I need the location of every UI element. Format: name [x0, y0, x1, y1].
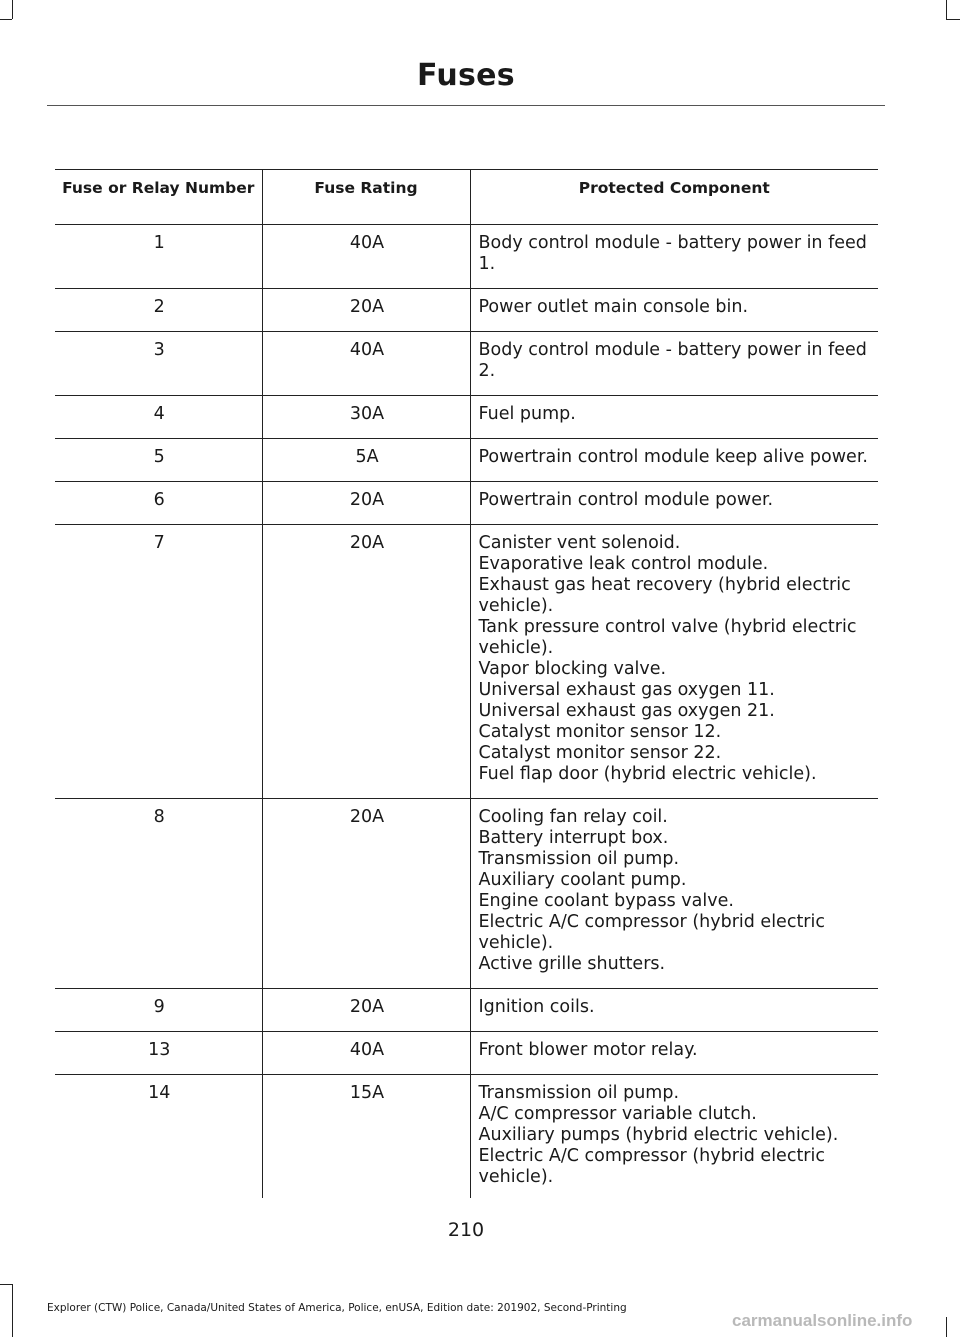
component-line: Cooling fan relay coil. — [478, 807, 668, 827]
fuse-rating-cell: 40A — [262, 1032, 470, 1075]
component-line: Power outlet main console bin. — [478, 297, 749, 317]
fuse-rating-cell: 20A — [262, 289, 470, 332]
fuse-number-cell: 14 — [55, 1075, 262, 1199]
component-line: A/C compressor variable clutch. — [478, 1104, 757, 1124]
component-line: Battery interrupt box. — [478, 828, 669, 848]
fuse-rating-cell: 40A — [262, 225, 470, 289]
component-line: Exhaust gas heat recovery (hybrid electric vehicle). — [478, 575, 851, 616]
component-line: Auxiliary pumps (hybrid electric vehicle). — [478, 1125, 839, 1145]
table-row — [55, 439, 878, 482]
table-header-row — [55, 170, 878, 225]
table-row — [55, 396, 878, 439]
fuse-table-body — [55, 225, 878, 1199]
fuse-rating-cell: 20A — [262, 799, 470, 989]
fuse-rating-cell: 30A — [262, 396, 470, 439]
table-row — [55, 1075, 878, 1199]
fuse-number-cell: 3 — [55, 332, 262, 396]
crop-mark-top-right-vertical — [946, 0, 947, 19]
component-line: Ignition coils. — [478, 997, 595, 1017]
title-divider — [47, 105, 885, 106]
component-line: Transmission oil pump. — [478, 1083, 680, 1103]
fuse-rating-cell: 20A — [262, 989, 470, 1032]
component-line: Evaporative leak control module. — [478, 554, 769, 574]
page-title: Fuses — [417, 58, 515, 93]
protected-component-cell — [470, 225, 878, 289]
crop-mark-top-right-horizontal — [946, 19, 960, 20]
component-line: Universal exhaust gas oxygen 11. — [478, 680, 775, 700]
table-row — [55, 525, 878, 799]
table-row — [55, 332, 878, 396]
component-line: Vapor blocking valve. — [478, 659, 667, 679]
fuse-number-cell: 8 — [55, 799, 262, 989]
fuse-rating-cell: 20A — [262, 525, 470, 799]
fuse-number-cell: 1 — [55, 225, 262, 289]
component-line: Body control module - battery power in feed 1. — [478, 233, 867, 274]
fuse-number-cell: 13 — [55, 1032, 262, 1075]
component-line: Front blower motor relay. — [478, 1040, 698, 1060]
table-row — [55, 799, 878, 989]
protected-component-cell — [470, 439, 878, 482]
component-line: Electric A/C compressor (hybrid electric vehicle). — [478, 912, 825, 953]
crop-mark-top-left-vertical — [12, 0, 13, 19]
component-line: Catalyst monitor sensor 12. — [478, 722, 722, 742]
protected-component-cell — [470, 1032, 878, 1075]
header-protected-component: Protected Component — [470, 170, 878, 225]
component-line: Universal exhaust gas oxygen 21. — [478, 701, 775, 721]
crop-mark-top-left-horizontal — [0, 19, 12, 20]
protected-component-cell — [470, 482, 878, 525]
table-row — [55, 225, 878, 289]
protected-component-cell — [470, 289, 878, 332]
protected-component-cell — [470, 525, 878, 799]
protected-component-cell — [470, 1075, 878, 1199]
watermark-logo: carmanualsonline.info — [732, 1311, 913, 1330]
component-line: Fuel pump. — [478, 404, 576, 424]
fuse-number-cell: 9 — [55, 989, 262, 1032]
protected-component-cell — [470, 989, 878, 1032]
component-line: Auxiliary coolant pump. — [478, 870, 687, 890]
fuse-rating-cell: 20A — [262, 482, 470, 525]
component-line: Body control module - battery power in feed 2. — [478, 340, 867, 381]
page-number: 210 — [447, 1219, 485, 1241]
protected-component-cell — [470, 332, 878, 396]
fuse-number-cell: 7 — [55, 525, 262, 799]
fuse-number-cell: 5 — [55, 439, 262, 482]
protected-component-cell — [470, 396, 878, 439]
fuse-table — [55, 169, 878, 1198]
footer-edition-text: Explorer (CTW) Police, Canada/United States of America, Police, enUSA, Edition date: 201902, Second-Printing — [47, 1302, 627, 1314]
table-row — [55, 289, 878, 332]
component-line: Powertrain control module keep alive power. — [478, 447, 868, 467]
component-line: Catalyst monitor sensor 22. — [478, 743, 722, 763]
component-line: Fuel flap door (hybrid electric vehicle). — [478, 764, 817, 784]
component-line: Transmission oil pump. — [478, 849, 680, 869]
crop-mark-bottom-left-vertical — [12, 1284, 13, 1337]
fuse-number-cell: 4 — [55, 396, 262, 439]
component-line: Powertrain control module power. — [478, 490, 774, 510]
header-fuse-rating: Fuse Rating — [262, 170, 470, 225]
crop-mark-bottom-right-vertical — [946, 1317, 947, 1337]
protected-component-cell — [470, 799, 878, 989]
fuse-rating-cell: 15A — [262, 1075, 470, 1199]
fuse-number-cell: 6 — [55, 482, 262, 525]
component-line: Tank pressure control valve (hybrid electric vehicle). — [478, 617, 857, 658]
table-row — [55, 989, 878, 1032]
crop-mark-bottom-left-horizontal — [0, 1284, 12, 1285]
fuse-rating-cell: 40A — [262, 332, 470, 396]
table-row — [55, 1032, 878, 1075]
fuse-rating-cell: 5A — [262, 439, 470, 482]
component-line: Electric A/C compressor (hybrid electric vehicle). — [478, 1146, 825, 1187]
component-line: Active grille shutters. — [478, 954, 666, 974]
component-line: Canister vent solenoid. — [478, 533, 681, 553]
component-line: Engine coolant bypass valve. — [478, 891, 734, 911]
header-fuse-number: Fuse or Relay Number — [55, 170, 262, 225]
fuse-number-cell: 2 — [55, 289, 262, 332]
table-row — [55, 482, 878, 525]
